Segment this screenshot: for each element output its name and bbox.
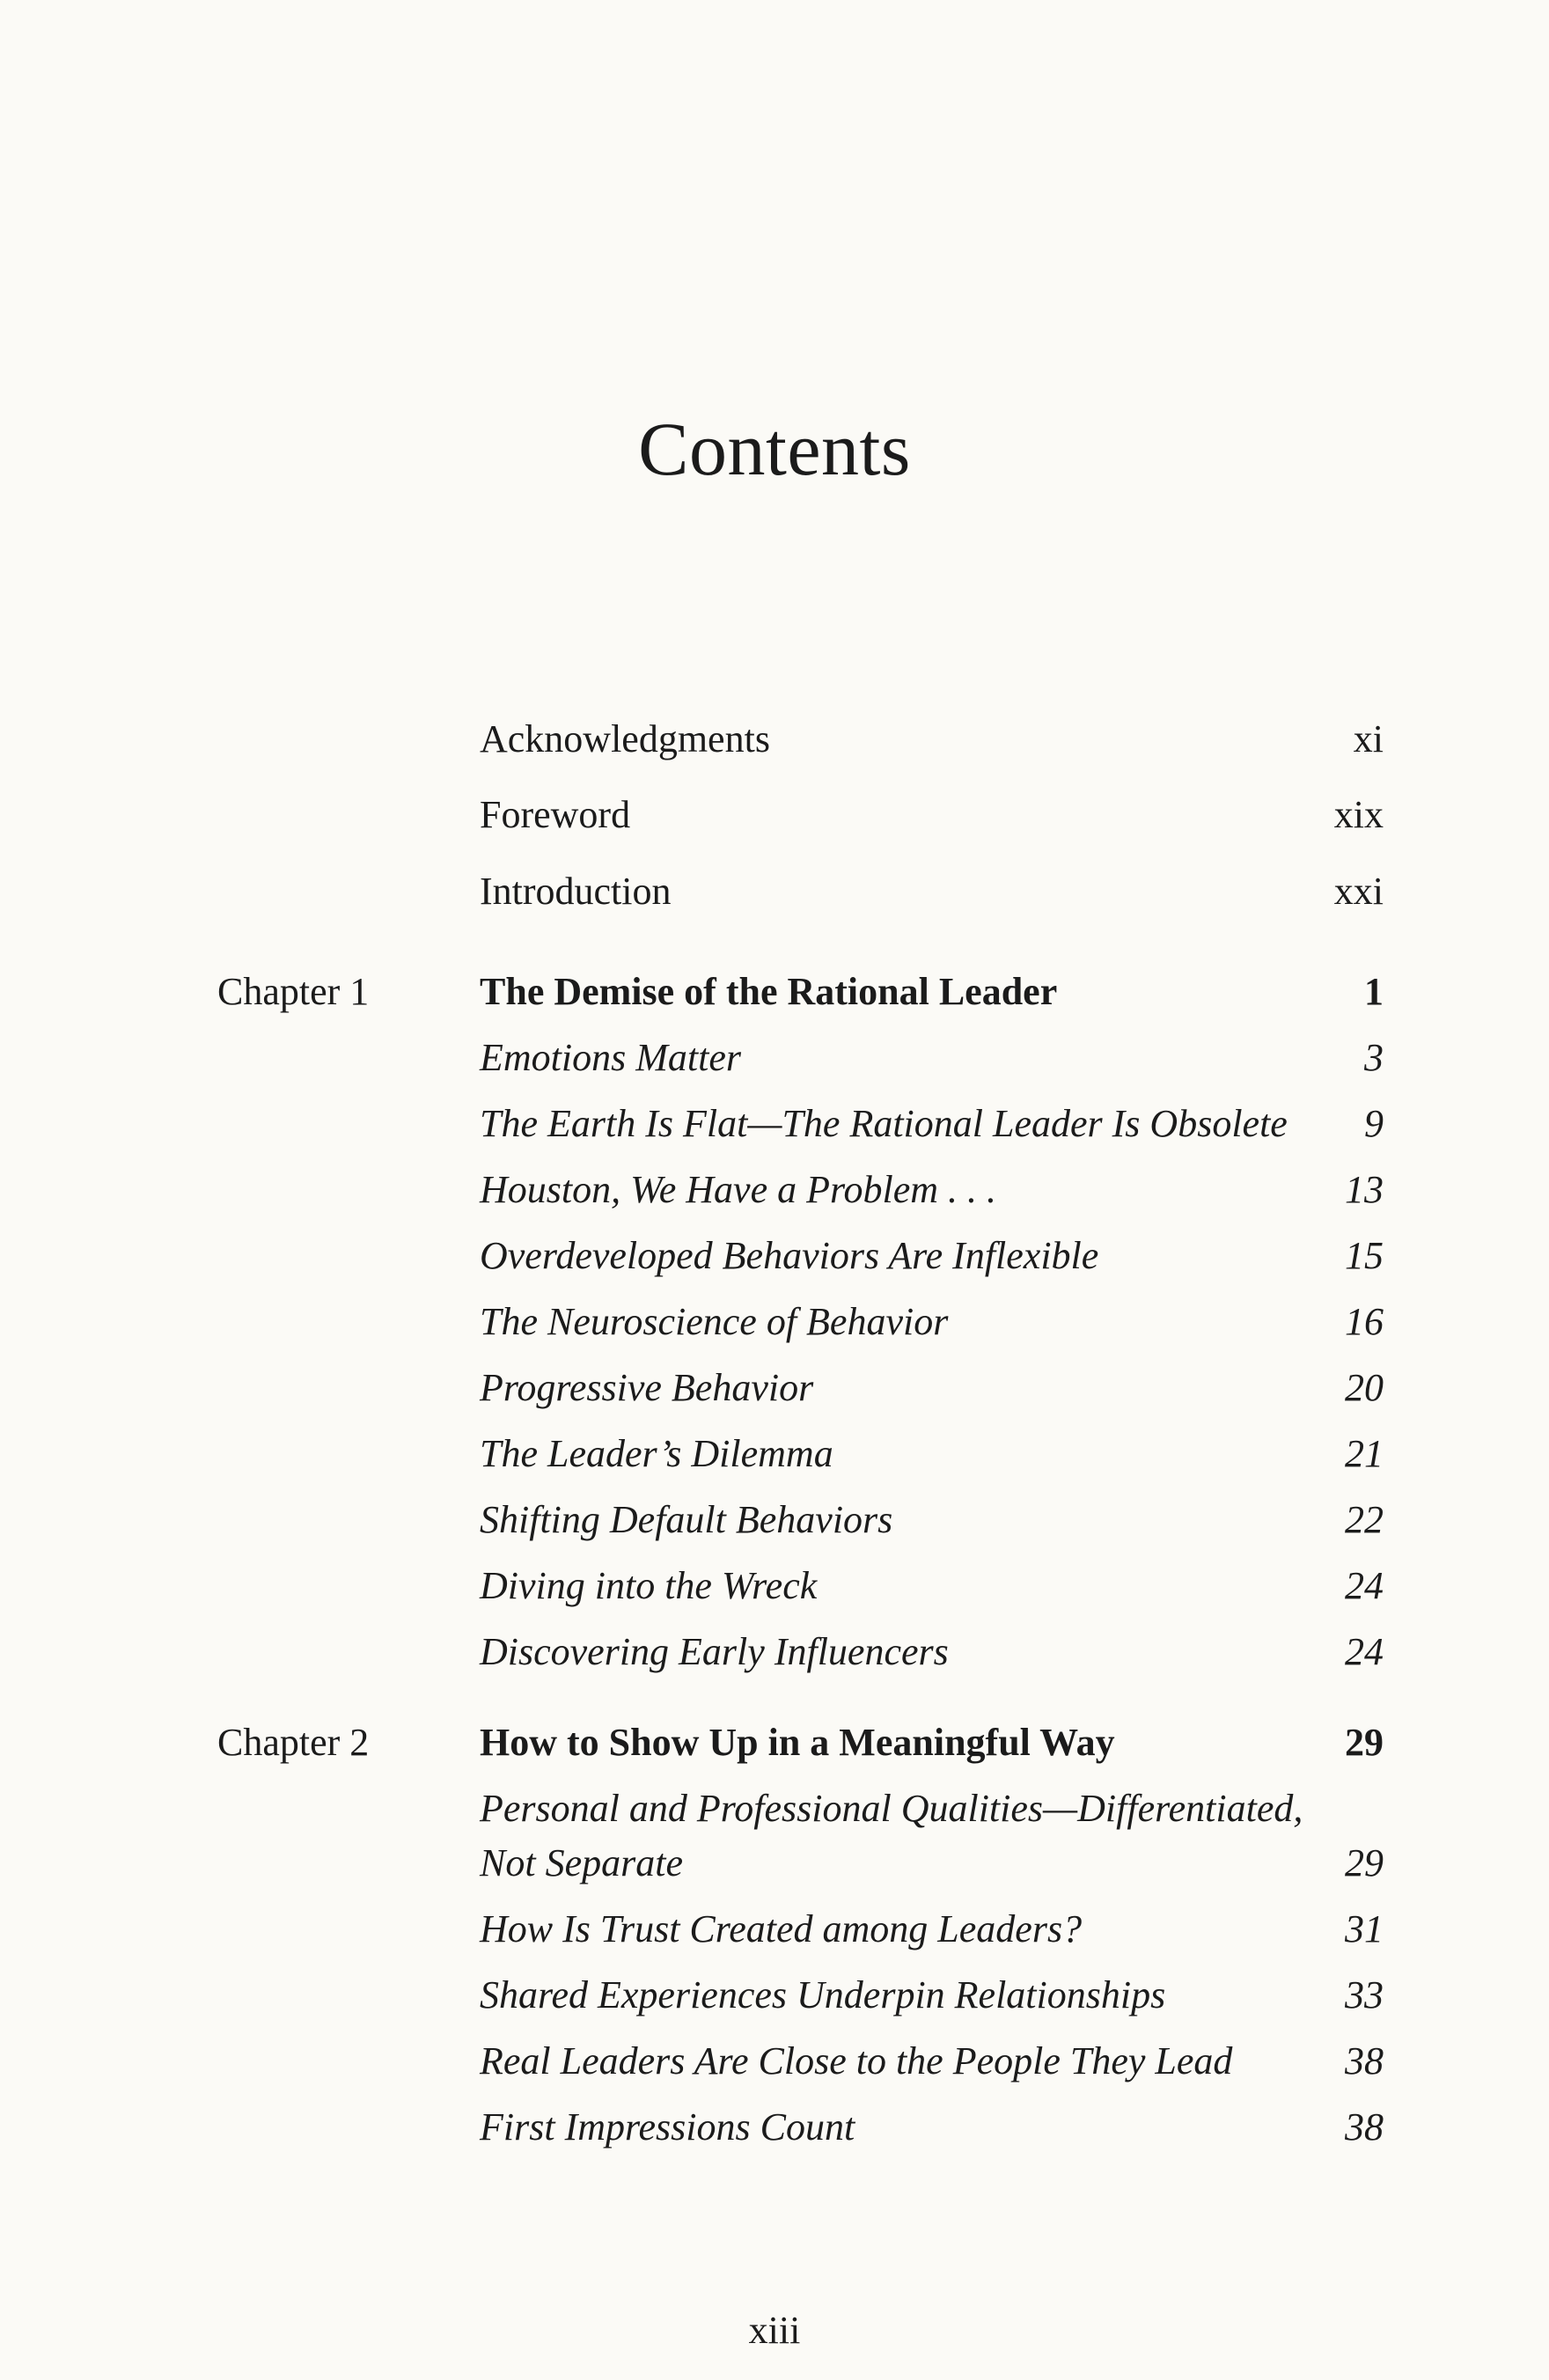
section-label: How Is Trust Created among Leaders? [480,1907,1083,1950]
chapter-title: How to Show Up in a Meaningful Way [480,1721,1115,1764]
chapter-title: The Demise of the Rational Leader [480,970,1058,1013]
toc-section [480,1837,1384,1890]
section-label: Houston, We Have a Problem . . . [480,1168,996,1211]
section-label-line1: Personal and Professional Qualities—Differentiated, [480,1787,1303,1830]
section-page: 33 [1345,1973,1384,2016]
toc-section [480,1903,1384,1956]
section-page: 31 [1345,1907,1384,1950]
toc-entry-foreword [480,789,1384,841]
section-label: Overdeveloped Behaviors Are Inflexible [480,1234,1099,1277]
section-page: 9 [1364,1102,1384,1145]
chapter-page: 1 [1364,970,1384,1013]
entry-label: Foreword [480,793,631,836]
section-page: 15 [1345,1234,1384,1277]
toc-section [480,1230,1384,1282]
toc-entry-acknowledgments [480,713,1384,766]
toc-section [480,1098,1384,1150]
entry-page: xxi [1333,870,1384,913]
toc-section [480,2035,1384,2088]
toc-section [480,1032,1384,1084]
entry-page: xix [1333,793,1384,836]
section-label: Shared Experiences Underpin Relationships [480,1973,1166,2016]
section-page: 29 [1345,1841,1384,1884]
section-label: First Impressions Count [480,2105,855,2149]
toc-section [480,1969,1384,2022]
toc-section [480,1494,1384,1546]
section-page: 24 [1345,1630,1384,1673]
chapter-1-label: Chapter 1 [217,970,370,1013]
section-label: Emotions Matter [480,1036,741,1079]
page-title: Contents [638,407,911,491]
toc-section [480,2101,1384,2154]
section-label: Real Leaders Are Close to the People They Lead [480,2039,1233,2082]
section-label: Not Separate [480,1841,683,1884]
section-page: 21 [1345,1432,1384,1475]
toc-section [480,1164,1384,1216]
section-page: 38 [1345,2039,1384,2082]
section-label: Shifting Default Behaviors [480,1498,893,1541]
section-label: Progressive Behavior [480,1366,814,1409]
section-label: The Neuroscience of Behavior [480,1300,949,1343]
section-page: 20 [1345,1366,1384,1409]
chapter-2-label: Chapter 2 [217,1721,370,1764]
section-page: 16 [1345,1300,1384,1343]
toc-entry-introduction [480,865,1384,918]
section-page: 13 [1345,1168,1384,1211]
entry-label: Acknowledgments [480,717,770,760]
toc-section [480,1362,1384,1414]
chapter-page: 29 [1345,1721,1384,1764]
toc-section [480,1560,1384,1612]
section-page: 22 [1345,1498,1384,1541]
toc-chapter-2-title [480,1716,1384,1769]
section-label: Diving into the Wreck [480,1564,818,1607]
toc-section [480,1296,1384,1348]
page-folio: xiii [748,2309,801,2352]
section-page: 38 [1345,2105,1384,2149]
toc-section [480,1428,1384,1480]
toc-chapter-1-title [480,966,1384,1018]
section-page: 3 [1364,1036,1384,1079]
entry-label: Introduction [480,870,672,913]
toc-section [480,1626,1384,1678]
entry-page: xi [1353,717,1384,760]
section-label: The Earth Is Flat—The Rational Leader Is Obsolete [480,1102,1288,1145]
section-page: 24 [1345,1564,1384,1607]
section-label: Discovering Early Influencers [480,1630,949,1673]
section-label: The Leader’s Dilemma [480,1432,833,1475]
